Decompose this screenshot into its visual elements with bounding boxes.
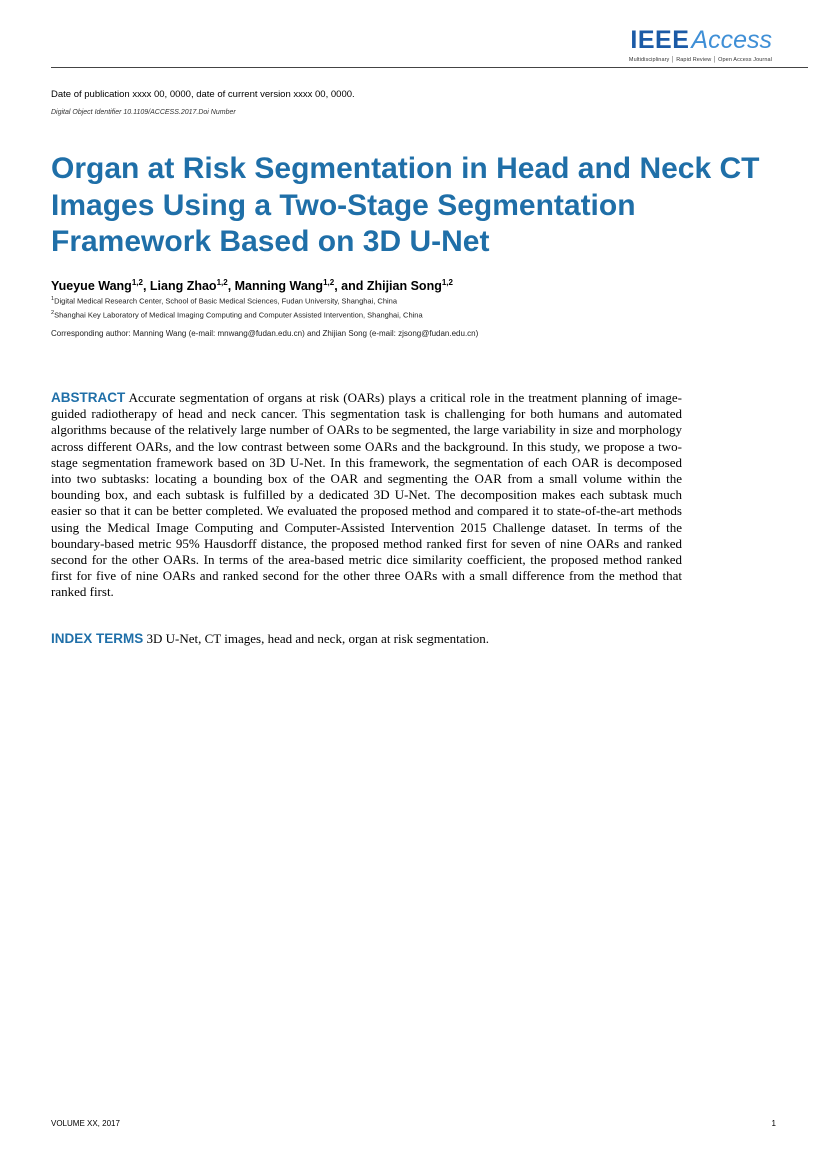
affiliation-2 — [51, 310, 423, 320]
paper-title: Organ at Risk Segmentation in Head and Neck CT Images Using a Two-Stage Segmentation Framework Based on 3D U-Net — [51, 152, 760, 258]
logo-tagline: Multidisciplinary │ Rapid Review │ Open Access Journal — [628, 57, 772, 63]
affiliation-text: Digital Medical Research Center, School of Basic Medical Sciences, Fudan University, Shanghai, China — [54, 296, 398, 306]
author-separator: , and — [334, 279, 367, 294]
author-affiliation-mark: 1,2 — [131, 278, 143, 287]
author-name: Manning Wang — [234, 279, 324, 294]
affiliation-text: Shanghai Key Laboratory of Medical Imaging Computing and Computer Assisted Intervention, Shanghai, China — [54, 310, 423, 320]
author-separator: , — [227, 279, 235, 294]
abstract-heading: ABSTRACT — [51, 390, 126, 405]
ieee-access-logo — [629, 28, 772, 63]
affiliation-mark: 2 — [51, 310, 55, 316]
affiliation-mark: 1 — [51, 296, 55, 302]
author-affiliation-mark: 1,2 — [216, 278, 228, 287]
header-rule — [51, 67, 808, 68]
author-name: Liang Zhao — [149, 279, 217, 294]
index-terms — [51, 631, 751, 647]
index-terms-heading: INDEX TERMS — [51, 631, 144, 646]
author-name: Yueyue Wang — [51, 279, 132, 294]
index-terms-text: 3D U-Net, CT images, head and neck, organ at risk segmentation. — [146, 631, 490, 646]
corresponding-author: Corresponding author: Manning Wang (e-mail: mnwang@fudan.edu.cn) and Zhijian Song (e-mail: zjsong@fudan.edu.cn) — [51, 329, 479, 338]
logo-ieee-text: IEEE — [630, 26, 690, 54]
author-affiliation-mark: 1,2 — [441, 278, 453, 287]
abstract-text: Accurate segmentation of organs at risk (OARs) plays a critical role in the treatment planning of image-guided radiotherapy of head and neck cancer. This segmentation task is challenging for both humans and automated algorithms because of the relatively large number of OARs to be segmented, the large variability in size and morphology across different OARs, and the low contrast between some OARs and the background. In this study, we propose a two-stage segmentation framework based on 3D U-Net. In this framework, the segmentation of each OAR is decomposed into two subtasks: locating a bounding box of the OAR and segmenting the OAR from a small volume within the bounding box, and each subtask is fulfilled by a dedicated 3D U-Net. The decomposition makes each subtask much easier so that it can be better completed. We evaluated the proposed method and compared it to state-of-the-art methods using the Medical Image Computing and Computer-Assisted Intervention 2015 Challenge dataset. In terms of the boundary-based metric 95% Hausdorff distance, the proposed method ranked first for seven of nine OARs and ranked second for the other OARs. In terms of the area-based metric dice similarity coefficient, the proposed method ranked first for five of nine OARs and ranked second for the other three OARs with a small difference from the method that ranked first. — [51, 390, 682, 600]
author-list — [51, 278, 453, 293]
footer-volume: VOLUME XX, 2017 — [51, 1119, 120, 1128]
author-separator: , — [142, 279, 150, 294]
author-name: Zhijian Song — [366, 279, 442, 294]
publication-date: Date of publication xxxx 00, 0000, date of current version xxxx 00, 0000. — [51, 89, 355, 100]
logo-access-text: Access — [691, 26, 772, 54]
author-affiliation-mark: 1,2 — [323, 278, 335, 287]
doi-line: Digital Object Identifier 10.1109/ACCESS.2017.Doi Number — [51, 109, 236, 116]
logo-wordmark — [629, 28, 772, 53]
abstract — [51, 390, 682, 601]
affiliation-1 — [51, 296, 397, 306]
footer-page-number: 1 — [771, 1119, 776, 1128]
